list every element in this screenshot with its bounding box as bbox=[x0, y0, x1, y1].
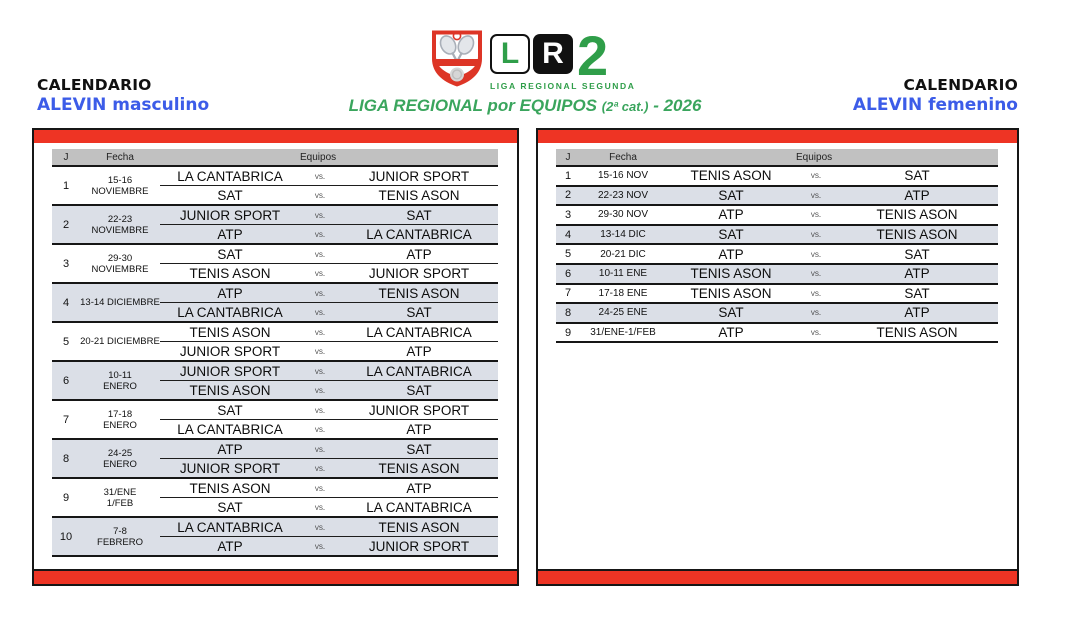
vs-label: vs. bbox=[314, 385, 326, 395]
row-fecha: 29-30 NOV bbox=[597, 209, 649, 221]
federation-shield-icon bbox=[429, 26, 485, 89]
home-team: TENIS ASON bbox=[189, 265, 271, 281]
home-team: JUNIOR SPORT bbox=[179, 460, 281, 476]
home-team: SAT bbox=[718, 227, 744, 243]
vs-label: vs. bbox=[314, 288, 326, 298]
jornada-row: 3 29-30 NOVIEMBRE SAT vs. ATP TENIS ASON vs. JUNIOR SPORT bbox=[52, 245, 498, 284]
vs-label: vs. bbox=[314, 463, 326, 473]
jornada-fecha: 15-16 bbox=[107, 174, 133, 186]
jornada-number: 10 bbox=[59, 530, 73, 543]
vs-label: vs. bbox=[810, 171, 822, 181]
jornada-row bbox=[52, 284, 498, 323]
away-team: ATP bbox=[904, 305, 930, 321]
jornada-number: 1 bbox=[62, 179, 70, 192]
vs-label: vs. bbox=[810, 308, 822, 318]
home-team: LA CANTABRICA bbox=[177, 304, 283, 320]
away-team: LA CANTABRICA bbox=[366, 226, 472, 242]
schedule-row bbox=[556, 167, 998, 187]
schedule-row bbox=[556, 226, 998, 246]
row-fecha: 31/ENE-1/FEB bbox=[590, 327, 656, 339]
home-team: ATP bbox=[217, 226, 243, 242]
schedule-row bbox=[556, 265, 998, 285]
vs-label: vs. bbox=[314, 522, 326, 532]
away-team: TENIS ASON bbox=[378, 187, 460, 203]
match-row bbox=[160, 479, 498, 498]
home-team: ATP bbox=[217, 538, 243, 554]
row-fecha: 15-16 NOV bbox=[597, 170, 649, 182]
vs-label: vs. bbox=[314, 366, 326, 376]
schedule-table-femenino bbox=[556, 149, 998, 343]
match-row bbox=[160, 206, 498, 225]
jornada-row: 10 7-8 FEBRERO LA CANTABRICA vs. TENIS ASON ATP vs. JUNIOR SPORT bbox=[52, 518, 498, 557]
row-number: 8 bbox=[564, 306, 572, 319]
jornada-row bbox=[52, 323, 498, 362]
away-team: TENIS ASON bbox=[378, 519, 460, 535]
heading-masculino bbox=[37, 76, 209, 115]
vs-label: vs. bbox=[314, 307, 326, 317]
match-row bbox=[160, 323, 498, 342]
home-team: LA CANTABRICA bbox=[177, 421, 283, 437]
heading-femenino-title: CALENDARIO bbox=[903, 76, 1018, 94]
jornada-number: 8 bbox=[62, 452, 70, 465]
vs-label: vs. bbox=[314, 483, 326, 493]
jornada-row: 2 22-23 NOVIEMBRE JUNIOR SPORT vs. SAT ATP vs. LA CANTABRICA bbox=[52, 206, 498, 245]
vs-label: vs. bbox=[314, 210, 326, 220]
jornada-fecha: 10-11 bbox=[108, 369, 132, 381]
jornada-number: 7 bbox=[62, 413, 70, 426]
away-team: ATP bbox=[406, 421, 432, 437]
jornada-fecha: 20-21 DICIEMBRE bbox=[80, 336, 160, 347]
away-team: TENIS ASON bbox=[876, 207, 958, 223]
jornada-row: 1 15-16 NOVIEMBRE LA CANTABRICA vs. JUNIOR SPORT SAT vs. TENIS ASON bbox=[52, 167, 498, 206]
vs-label: vs. bbox=[314, 444, 326, 454]
row-number: 6 bbox=[564, 267, 572, 280]
jornada-number: 9 bbox=[62, 491, 70, 504]
home-team: SAT bbox=[217, 246, 243, 262]
vs-label: vs. bbox=[314, 229, 326, 239]
match-row bbox=[160, 401, 498, 420]
schedule-row bbox=[556, 285, 998, 305]
schedule-row-list bbox=[556, 167, 998, 343]
col-header-equipos: Equipos bbox=[300, 151, 337, 163]
row-number: 7 bbox=[564, 287, 572, 300]
match-row bbox=[160, 245, 498, 264]
jornada-row: 8 24-25 ENERO ATP vs. SAT JUNIOR SPORT vs. TENIS ASON bbox=[52, 440, 498, 479]
row-fecha: 24-25 ENE bbox=[598, 307, 648, 319]
home-team: SAT bbox=[718, 187, 744, 203]
away-team: LA CANTABRICA bbox=[366, 499, 472, 515]
home-team: SAT bbox=[217, 402, 243, 418]
jornada-number: 5 bbox=[62, 335, 70, 348]
col-header-equipos: Equipos bbox=[796, 151, 833, 163]
vs-label: vs. bbox=[314, 190, 326, 200]
away-team: TENIS ASON bbox=[876, 325, 958, 341]
lr2-logo bbox=[490, 24, 636, 91]
home-team: LA CANTABRICA bbox=[177, 168, 283, 184]
vs-label: vs. bbox=[810, 210, 822, 220]
schedule-row bbox=[556, 187, 998, 207]
row-fecha: 17-18 ENE bbox=[598, 287, 648, 299]
home-team: ATP bbox=[217, 441, 243, 457]
vs-label: vs. bbox=[314, 424, 326, 434]
lr2-tile-l: L bbox=[490, 34, 530, 74]
away-team: TENIS ASON bbox=[378, 285, 460, 301]
jornada-number: 3 bbox=[62, 257, 70, 270]
jornada-fecha: 22-23 bbox=[107, 213, 133, 225]
match-row bbox=[160, 303, 498, 321]
schedule-row bbox=[556, 245, 998, 265]
away-team: SAT bbox=[406, 441, 432, 457]
lr2-caption: LIGA REGIONAL SEGUNDA bbox=[490, 81, 636, 91]
vs-label: vs. bbox=[314, 502, 326, 512]
away-team: ATP bbox=[406, 480, 432, 496]
match-row bbox=[160, 284, 498, 303]
match-row bbox=[160, 167, 498, 186]
away-team: LA CANTABRICA bbox=[366, 324, 472, 340]
heading-masculino-subtitle: ALEVIN masculino bbox=[37, 95, 210, 115]
match-row bbox=[160, 537, 498, 555]
match-row bbox=[160, 362, 498, 381]
home-team: TENIS ASON bbox=[189, 480, 271, 496]
row-fecha: 13-14 DIC bbox=[600, 229, 646, 241]
schedule-row bbox=[556, 304, 998, 324]
page-title-main: LIGA REGIONAL por EQUIPOS bbox=[348, 96, 598, 115]
row-number: 9 bbox=[564, 326, 572, 339]
page-title-year: - 2026 bbox=[653, 96, 702, 115]
row-fecha: 20-21 DIC bbox=[600, 248, 646, 260]
match-row bbox=[160, 498, 498, 516]
match-row bbox=[160, 459, 498, 477]
schedule-row bbox=[556, 324, 998, 344]
row-fecha: 10-11 ENE bbox=[598, 268, 648, 280]
vs-label: vs. bbox=[314, 268, 326, 278]
jornada-fecha: 29-30 bbox=[107, 252, 133, 264]
match-row bbox=[160, 225, 498, 243]
red-bar-bottom bbox=[538, 569, 1017, 584]
away-team: SAT bbox=[406, 382, 432, 398]
vs-label: vs. bbox=[810, 269, 822, 279]
away-team: SAT bbox=[406, 207, 432, 223]
match-row bbox=[160, 518, 498, 537]
away-team: ATP bbox=[406, 343, 432, 359]
home-team: TENIS ASON bbox=[690, 168, 772, 184]
table-header-row bbox=[52, 149, 498, 167]
home-team: SAT bbox=[718, 305, 744, 321]
away-team: ATP bbox=[904, 266, 930, 282]
vs-label: vs. bbox=[314, 405, 326, 415]
away-team: JUNIOR SPORT bbox=[368, 402, 470, 418]
table-header-row bbox=[556, 149, 998, 167]
home-team: ATP bbox=[718, 325, 744, 341]
vs-label: vs. bbox=[810, 249, 822, 259]
vs-label: vs. bbox=[314, 249, 326, 259]
away-team: TENIS ASON bbox=[378, 460, 460, 476]
jornada-number: 4 bbox=[62, 296, 70, 309]
vs-label: vs. bbox=[314, 327, 326, 337]
lr2-tile-r: R bbox=[533, 34, 573, 74]
jornada-fecha: 31/ENE bbox=[103, 486, 137, 498]
home-team: ATP bbox=[718, 207, 744, 223]
vs-label: vs. bbox=[810, 230, 822, 240]
match-row bbox=[160, 420, 498, 438]
away-team: SAT bbox=[904, 285, 930, 301]
jornada-list bbox=[52, 167, 498, 557]
away-team: LA CANTABRICA bbox=[366, 363, 472, 379]
jornada-number: 6 bbox=[62, 374, 70, 387]
red-bar-bottom bbox=[34, 569, 517, 584]
jornada-row: 6 10-11 ENERO JUNIOR SPORT vs. LA CANTABRICA TENIS ASON vs. SAT bbox=[52, 362, 498, 401]
vs-label: vs. bbox=[810, 328, 822, 338]
away-team: JUNIOR SPORT bbox=[368, 168, 470, 184]
heading-masculino-title: CALENDARIO bbox=[37, 76, 152, 94]
row-number: 4 bbox=[564, 228, 572, 241]
home-team: SAT bbox=[217, 187, 243, 203]
jornada-fecha: 17-18 bbox=[107, 408, 133, 420]
match-row bbox=[160, 342, 498, 360]
jornada-number: 2 bbox=[62, 218, 70, 231]
away-team: SAT bbox=[406, 304, 432, 320]
away-team: SAT bbox=[904, 168, 930, 184]
panel-masculino bbox=[32, 128, 519, 586]
match-row bbox=[160, 440, 498, 459]
col-header-j: J bbox=[565, 151, 571, 163]
away-team: JUNIOR SPORT bbox=[368, 538, 470, 554]
home-team: SAT bbox=[217, 499, 243, 515]
away-team: SAT bbox=[904, 246, 930, 262]
home-team: JUNIOR SPORT bbox=[179, 207, 281, 223]
home-team: LA CANTABRICA bbox=[177, 519, 283, 535]
match-row bbox=[160, 264, 498, 282]
lr2-digit: 2 bbox=[577, 24, 607, 87]
away-team: TENIS ASON bbox=[876, 227, 958, 243]
heading-femenino-subtitle: ALEVIN femenino bbox=[852, 95, 1018, 115]
away-team: ATP bbox=[904, 187, 930, 203]
col-header-j: J bbox=[63, 151, 69, 163]
red-bar-top bbox=[34, 130, 517, 143]
vs-label: vs. bbox=[314, 171, 326, 181]
match-row bbox=[160, 381, 498, 399]
away-team: JUNIOR SPORT bbox=[368, 265, 470, 281]
schedule-row bbox=[556, 206, 998, 226]
col-header-fecha: Fecha bbox=[106, 151, 134, 163]
jornada-fecha: 13-14 DICIEMBRE bbox=[80, 297, 160, 308]
red-bar-top bbox=[538, 130, 1017, 143]
row-number: 1 bbox=[564, 169, 572, 182]
vs-label: vs. bbox=[810, 190, 822, 200]
heading-femenino bbox=[853, 76, 1018, 115]
page-title-category: (2ª cat.) bbox=[601, 99, 649, 114]
row-number: 3 bbox=[564, 208, 572, 221]
home-team: TENIS ASON bbox=[189, 382, 271, 398]
home-team: JUNIOR SPORT bbox=[179, 343, 281, 359]
home-team: ATP bbox=[217, 285, 243, 301]
jornada-fecha: 7-8 bbox=[113, 525, 127, 537]
jornada-row: 9 31/ENE 1/FEB TENIS ASON vs. ATP SAT vs. LA CANTABRICA bbox=[52, 479, 498, 518]
row-number: 5 bbox=[564, 248, 572, 261]
vs-label: vs. bbox=[810, 288, 822, 298]
vs-label: vs. bbox=[314, 541, 326, 551]
row-fecha: 22-23 NOV bbox=[597, 189, 649, 201]
home-team: ATP bbox=[718, 246, 744, 262]
away-team: ATP bbox=[406, 246, 432, 262]
home-team: TENIS ASON bbox=[690, 285, 772, 301]
vs-label: vs. bbox=[314, 346, 326, 356]
jornada-fecha: 24-25 bbox=[107, 447, 133, 459]
col-header-fecha: Fecha bbox=[609, 151, 637, 163]
home-team: TENIS ASON bbox=[189, 324, 271, 340]
row-number: 2 bbox=[564, 189, 572, 202]
home-team: TENIS ASON bbox=[690, 266, 772, 282]
match-row bbox=[160, 186, 498, 204]
panel-femenino bbox=[536, 128, 1019, 586]
jornada-row: 7 17-18 ENERO SAT vs. JUNIOR SPORT LA CANTABRICA vs. ATP bbox=[52, 401, 498, 440]
league-logo bbox=[429, 26, 636, 91]
schedule-table-masculino bbox=[52, 149, 498, 557]
home-team: JUNIOR SPORT bbox=[179, 363, 281, 379]
